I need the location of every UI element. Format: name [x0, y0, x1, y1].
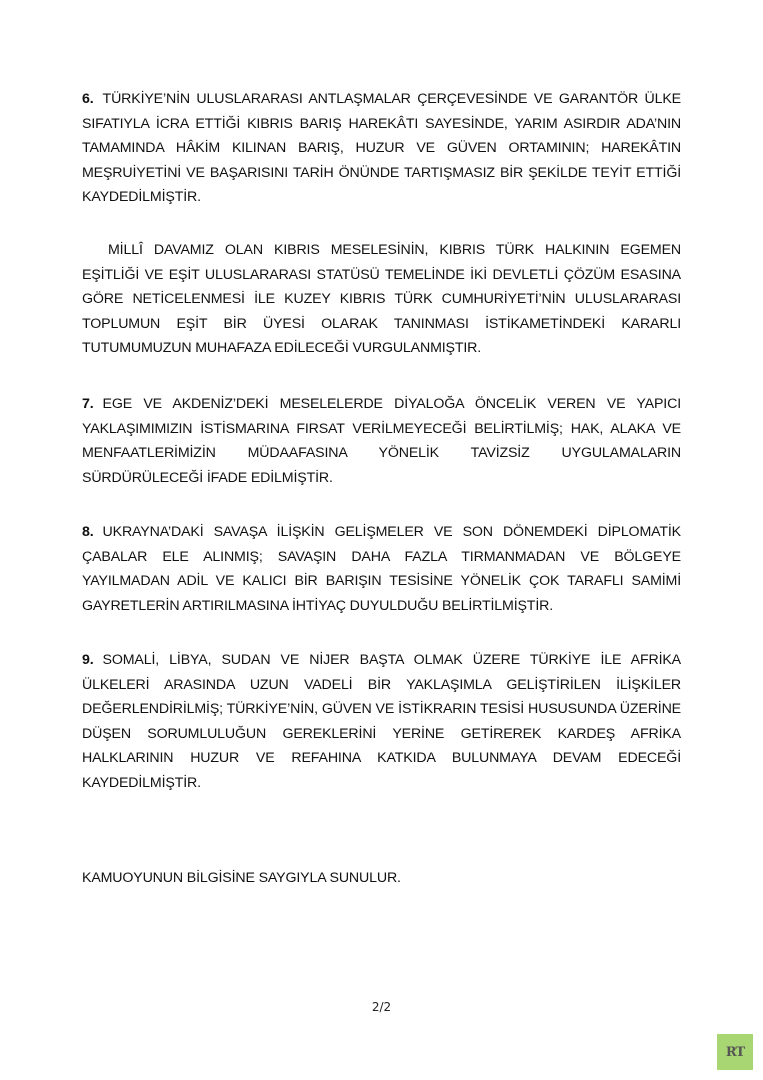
paragraph-text: TÜRKİYE’NİN ULUSLARARASI ANTLAŞMALAR ÇERÇEVESİNDE VE GARANTÖR ÜLKE SIFATIYLA İCRA ETTİĞİ KIBRIS BARIŞ HAREKÂTI SAYESİNDE, YARIM ASIRDIR ADA’NIN TAMAMINDA HÂKİM KILINAN BARIŞ, HUZUR VE GÜVEN ORTAMININ; HAREKÂTIN MEŞRUİYETİNİ VE BAŞARISINI TARİH ÖNÜNDE TARTIŞMASIZ BİR ŞEKİLDE TEYİT ETTİĞİ KAYDEDİLMİŞTİR.: [82, 91, 681, 205]
paragraph-text: UKRAYNA’DAKİ SAVAŞA İLİŞKİN GELİŞMELER VE SON DÖNEMDEKİ DİPLOMATİK ÇABALAR ELE ALINMIŞ; SAVAŞIN DAHA FAZLA TIRMANMADAN VE BÖLGEYE YAYILMADAN ADİL VE KALICI BİR BARIŞIN TESİSİNE YÖNELİK ÇOK TARAFLI SAMİMİ GAYRETLERİN ARTIRILMASINA İHTİYAÇ DUYULDUĞU BELİRTİLMİŞTİR.: [82, 524, 681, 614]
closing-statement: KAMUOYUNUN BİLGİSİNE SAYGIYLA SUNULUR.: [82, 870, 401, 886]
paragraph-text: SOMALİ, LİBYA, SUDAN VE NİJER BAŞTA OLMAK ÜZERE TÜRKİYE İLE AFRİKA ÜLKELERİ ARASINDA UZUN VADELİ BİR YAKLAŞIMLA GELİŞTİRİLEN İLİŞKİLER DEĞERLENDİRİLMİŞ; TÜRKİYE’NİN, GÜVEN VE İSTİKRARIN TESİSİ HUSUSUNDA ÜZERİNE DÜŞEN SORUMLULUĞUN GEREKLERİNİ YERİNE GETİREREK KARDEŞ AFRİKA HALKLARININ HUZUR VE REFAHINA KATKIDA BULUNMAYA DEVAM EDECEĞİ KAYDEDİLMİŞTİR.: [82, 652, 681, 791]
paragraph-number: 7.: [82, 396, 94, 412]
paragraph-text: MİLLÎ DAVAMIZ OLAN KIBRIS MESELESİNİN, KIBRIS TÜRK HALKININ EGEMEN EŞİTLİĞİ VE EŞİT ULUSLARARASI STATÜSÜ TEMELİNDE İKİ DEVLETLİ ÇÖZÜM ESASINA GÖRE NETİCELENMESİ İLE KUZEY KIBRIS TÜRK CUMHURİYETİ’NİN ULUSLARARASI TOPLUMUN EŞİT BİR ÜYESİ OLARAK TANINMASI İSTİKAMETİNDEKİ KARARLI TUTUMUMUZUN MUHAFAZA EDİLECEĞİ VURGULANMIŞTIR.: [82, 242, 681, 356]
paragraph-8: [82, 520, 681, 618]
paragraph-text: EGE VE AKDENİZ’DEKİ MESELELERDE DİYALOĞA ÖNCELİK VEREN VE YAPICI YAKLAŞIMIMIZIN İSTİSMARINA FIRSAT VERİLMEYECEĞİ BELİRTİLMİŞ; HAK, ALAKA VE MENFAATLERİMİZİN MÜDAAFASINA YÖNELİK TAVİZSİZ UYGULAMALARIN SÜRDÜRÜLECEĞİ İFADE EDİLMİŞTİR.: [82, 396, 681, 486]
paragraph-9: [82, 648, 681, 795]
paragraph-6: [82, 87, 681, 210]
rt-logo-watermark: [717, 1034, 753, 1070]
paragraph-number: 6.: [82, 91, 94, 107]
paragraph-7: [82, 392, 681, 490]
paragraph-number: 8.: [82, 524, 94, 540]
page-number: 2/2: [371, 1000, 392, 1014]
rt-logo-icon: RT: [725, 1044, 745, 1060]
paragraph-number: 9.: [82, 652, 94, 668]
paragraph-6-continued: [82, 238, 681, 361]
